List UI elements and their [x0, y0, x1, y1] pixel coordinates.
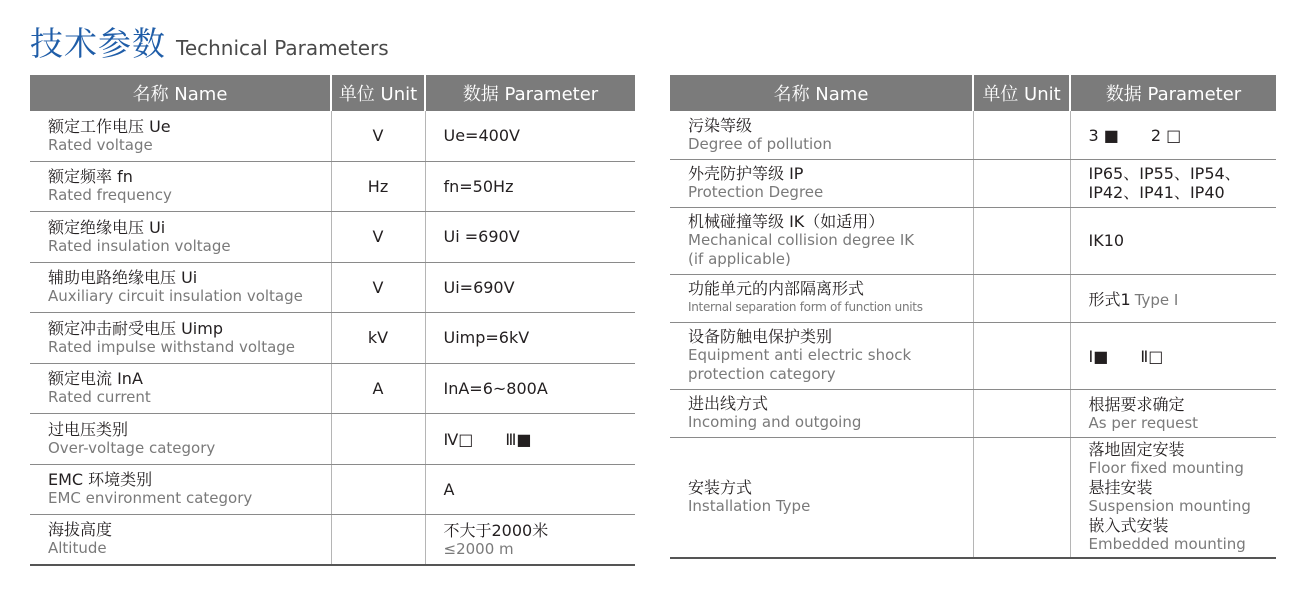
param-name-en: protection category	[688, 365, 836, 383]
mount-option-cn: 落地固定安装	[1088, 440, 1185, 460]
param-name-cell	[670, 389, 973, 437]
unit-cell	[973, 111, 1070, 159]
param-name-cn: 额定冲击耐受电压 Uimp	[48, 318, 223, 338]
param-name-cn: EMC 环境类别	[48, 470, 153, 489]
value-cell: 3 ■ 2 □	[1070, 111, 1276, 159]
table-row	[670, 437, 1276, 558]
param-name-cn: 海拔高度	[48, 520, 113, 540]
mount-option-en: Floor fixed mounting	[1088, 459, 1244, 478]
param-name-cell	[670, 322, 973, 389]
unit-cell: Hz	[331, 161, 425, 211]
unit-cell	[973, 274, 1070, 322]
page-title	[30, 18, 389, 62]
table-row	[30, 262, 635, 312]
param-name-cn: 辅助电路绝缘电压 Ui	[48, 268, 198, 287]
value-cell: Uimp=6kV	[425, 312, 635, 363]
param-name-en: EMC environment category	[48, 489, 253, 507]
header-unit: 单位 Unit	[331, 75, 425, 111]
param-name-cell	[30, 514, 331, 565]
value-cell	[1070, 274, 1276, 322]
unit-cell	[973, 207, 1070, 274]
value-cell: Ue=400V	[425, 111, 635, 161]
table-row	[670, 159, 1276, 207]
param-name-cn: 外壳防护等级 IP	[688, 164, 804, 183]
param-name-cell	[670, 207, 973, 274]
param-name-en: Incoming and outgoing	[688, 413, 862, 431]
table-row	[670, 322, 1276, 389]
value-cell: Ui =690V	[425, 211, 635, 262]
param-name-en: Rated voltage	[48, 135, 153, 154]
value-cell: Ui=690V	[425, 262, 635, 312]
value-en: ≤2000 m	[443, 539, 514, 558]
param-name-cn: 设备防触电保护类别	[688, 327, 833, 346]
param-name-cell	[30, 262, 331, 312]
mount-option-cn: 悬挂安装	[1088, 478, 1153, 498]
table-header-row	[670, 75, 1276, 111]
unit-cell	[973, 437, 1070, 558]
unit-cell	[973, 322, 1070, 389]
param-name-cn: 过电压类别	[48, 419, 129, 439]
value-cell	[1070, 389, 1276, 437]
param-name-cell	[670, 274, 973, 322]
table-row	[30, 363, 635, 413]
value-cell: Ⅰ■ Ⅱ□	[1070, 322, 1276, 389]
value-cell: IK10	[1070, 207, 1276, 274]
table-row	[30, 464, 635, 514]
value-cell: InA=6~800A	[425, 363, 635, 413]
value-cell: fn=50Hz	[425, 161, 635, 211]
param-name-en: Protection Degree	[688, 183, 824, 201]
param-name-en: Degree of pollution	[688, 134, 832, 153]
unit-cell	[331, 413, 425, 464]
value-cell: Ⅳ□ Ⅲ■	[425, 413, 635, 464]
value-cn: 形式1	[1088, 289, 1131, 309]
param-name-en: Rated frequency	[48, 186, 172, 204]
table-row	[30, 312, 635, 363]
param-name-en: Altitude	[48, 539, 107, 558]
param-name-en: Rated insulation voltage	[48, 236, 231, 255]
parameters-table-left	[30, 75, 635, 566]
table-row	[670, 274, 1276, 322]
unit-cell	[331, 514, 425, 565]
value-cell	[1070, 437, 1276, 558]
unit-cell: kV	[331, 312, 425, 363]
table-header-row	[30, 75, 635, 111]
value-line: IP42、IP41、IP40	[1088, 183, 1225, 202]
mount-option-cn: 嵌入式安装	[1088, 516, 1169, 536]
header-name: 名称 Name	[670, 75, 973, 111]
table-row	[30, 211, 635, 262]
param-name-en: Mechanical collision degree IK	[688, 231, 915, 249]
param-name-cn: 额定绝缘电压 Ui	[48, 217, 166, 237]
param-name-cn: 额定电流 InA	[48, 369, 143, 388]
param-name-cn: 进出线方式	[688, 394, 769, 413]
title-english: Technical Parameters	[176, 36, 389, 60]
value-en: Type I	[1134, 290, 1179, 309]
unit-cell: A	[331, 363, 425, 413]
header-parameter: 数据 Parameter	[425, 75, 635, 111]
param-name-cell	[30, 211, 331, 262]
unit-cell: V	[331, 211, 425, 262]
param-name-en: Internal separation form of function units	[688, 300, 923, 314]
param-name-en: (if applicable)	[688, 250, 791, 268]
param-name-en: Over-voltage category	[48, 438, 216, 457]
param-name-cn: 污染等级	[688, 115, 753, 135]
value-en: As per request	[1088, 413, 1199, 432]
table-row	[30, 514, 635, 565]
table-row	[670, 389, 1276, 437]
header-unit: 单位 Unit	[973, 75, 1070, 111]
parameters-table-right	[670, 75, 1276, 559]
unit-cell: V	[331, 262, 425, 312]
unit-cell	[331, 464, 425, 514]
param-name-en: Auxiliary circuit insulation voltage	[48, 287, 303, 305]
param-name-cn: 机械碰撞等级 IK（如适用）	[688, 212, 885, 231]
param-name-cell	[30, 413, 331, 464]
table-row	[670, 111, 1276, 159]
param-name-cell	[30, 312, 331, 363]
param-name-cell	[30, 161, 331, 211]
param-name-en: Installation Type	[688, 497, 811, 516]
header-name: 名称 Name	[30, 75, 331, 111]
table-row	[30, 161, 635, 211]
param-name-cell	[30, 464, 331, 514]
value-cell	[1070, 159, 1276, 207]
param-name-en: Rated impulse withstand voltage	[48, 337, 296, 356]
table-row	[30, 111, 635, 161]
mount-option-en: Suspension mounting	[1088, 497, 1251, 516]
unit-cell	[973, 389, 1070, 437]
value-line: IP65、IP55、IP54、	[1088, 164, 1241, 183]
mount-option-en: Embedded mounting	[1088, 535, 1246, 554]
header-parameter: 数据 Parameter	[1070, 75, 1276, 111]
param-name-cell	[670, 159, 973, 207]
param-name-cn: 额定频率 fn	[48, 167, 133, 186]
value-cell: A	[425, 464, 635, 514]
param-name-en: Equipment anti electric shock	[688, 346, 912, 364]
value-cn: 根据要求确定	[1088, 394, 1185, 414]
value-cell	[425, 514, 635, 565]
param-name-cell	[30, 363, 331, 413]
param-name-cn: 安装方式	[688, 478, 753, 498]
param-name-cn: 功能单元的内部隔离形式	[688, 279, 865, 298]
unit-cell	[973, 159, 1070, 207]
value-cn: 不大于2000米	[443, 520, 549, 540]
param-name-cell	[670, 111, 973, 159]
title-chinese: 技术参数	[30, 24, 166, 63]
param-name-cn: 额定工作电压 Ue	[48, 116, 171, 136]
param-name-cell	[670, 437, 973, 558]
unit-cell: V	[331, 111, 425, 161]
table-row	[30, 413, 635, 464]
param-name-cell	[30, 111, 331, 161]
table-row	[670, 207, 1276, 274]
param-name-en: Rated current	[48, 388, 151, 406]
